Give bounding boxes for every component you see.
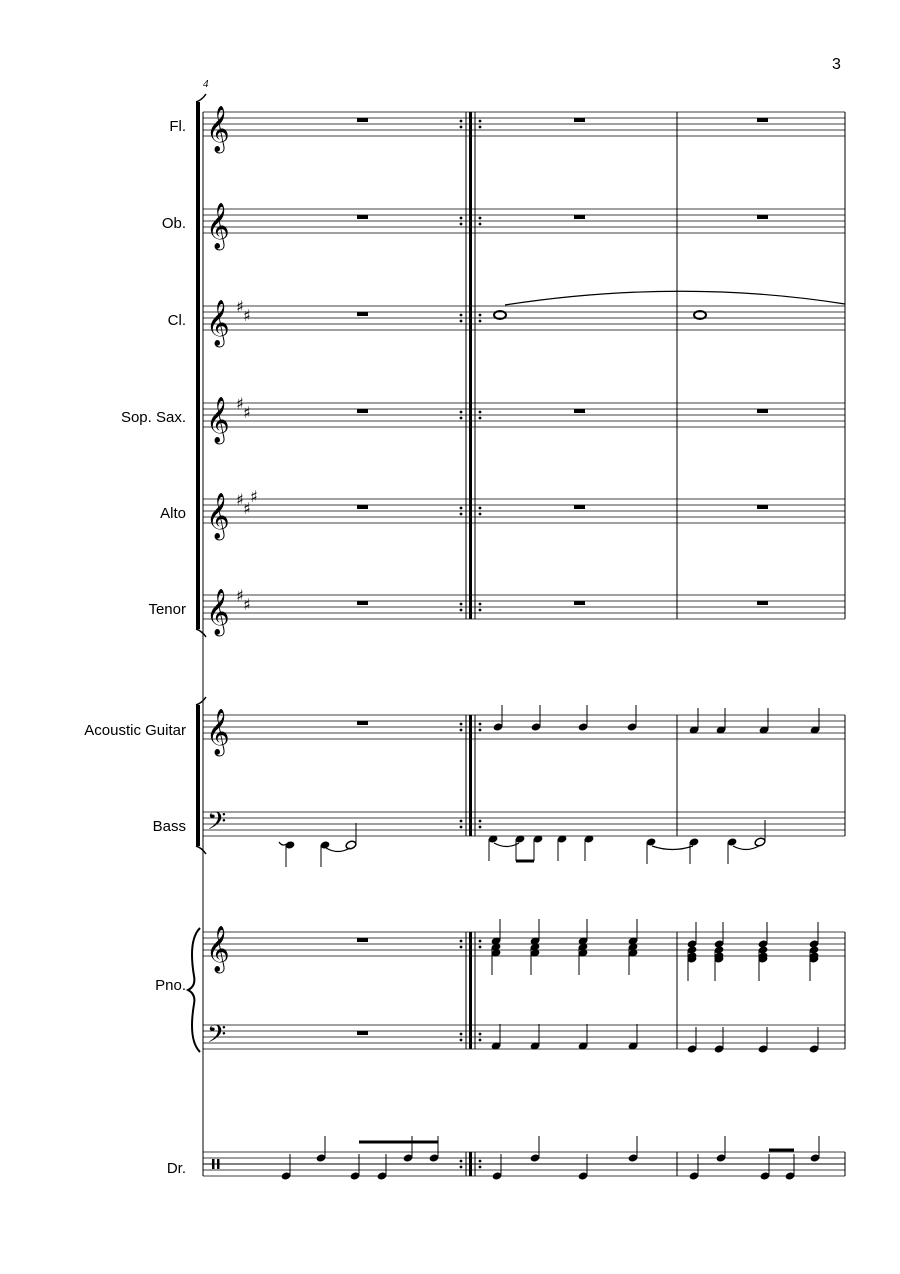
sharp-icon: ♯ [236, 586, 244, 605]
staff-lines [203, 112, 845, 1176]
repeat-dot [460, 946, 463, 949]
staff-label-tenor: Tenor [148, 601, 186, 618]
treble-clef-icon: 𝄞 [206, 397, 230, 443]
repeat-dot [479, 126, 482, 129]
repeat-dot [479, 826, 482, 829]
whole-rest [757, 118, 768, 122]
repeat-thick-bar [469, 932, 472, 1049]
whole-rest [357, 721, 368, 725]
system-bracket [196, 705, 200, 846]
measure-number: 4 [203, 78, 209, 90]
bracket-hook [196, 94, 206, 102]
whole-rest [357, 938, 368, 942]
repeat-dot [479, 411, 482, 414]
whole-rest [357, 1031, 368, 1035]
treble-clef-icon: 𝄞 [206, 203, 230, 249]
repeat-dot [460, 507, 463, 510]
clefs [206, 106, 258, 1169]
treble-clef-icon: 𝄞 [206, 926, 230, 972]
bracket-hook [196, 629, 206, 637]
repeat-dot [460, 411, 463, 414]
staff-label-drums: Dr. [166, 1160, 186, 1177]
repeat-dot [479, 723, 482, 726]
repeat-thick-bar [469, 715, 472, 836]
repeat-dot [479, 729, 482, 732]
sharp-icon: ♯ [236, 297, 244, 316]
treble-clef-icon: 𝄞 [206, 106, 230, 152]
repeat-dot [460, 820, 463, 823]
repeat-dot [479, 223, 482, 226]
whole-rest [574, 505, 585, 509]
treble-clef-icon: 𝄞 [206, 709, 230, 755]
repeat-dot [460, 1160, 463, 1163]
repeat-dot [479, 946, 482, 949]
repeat-dot [460, 940, 463, 943]
whole-rest [757, 215, 768, 219]
whole-rest [357, 215, 368, 219]
repeat-dot [460, 609, 463, 612]
whole-rest [574, 409, 585, 413]
whole-rest [357, 601, 368, 605]
treble-clef-icon: 𝄞 [206, 493, 230, 539]
whole-rest [757, 505, 768, 509]
tie [733, 846, 759, 850]
page-number: 3 [832, 56, 841, 73]
repeat-dot [479, 1160, 482, 1163]
tie [652, 846, 693, 850]
repeat-dot [460, 126, 463, 129]
sharp-icon: ♯ [236, 394, 244, 413]
sharp-icon: ♯ [243, 499, 251, 518]
percussion-clef-icon [212, 1159, 215, 1169]
staff-label-alto: Alto [160, 505, 186, 522]
repeat-dot [460, 723, 463, 726]
repeat-dot [460, 603, 463, 606]
repeat-dot [479, 417, 482, 420]
treble-clef-icon: 𝄞 [206, 300, 230, 346]
repeat-dot [460, 1033, 463, 1036]
barlines [203, 112, 845, 1176]
repeat-dot [460, 417, 463, 420]
whole-rest [757, 409, 768, 413]
whole-rest [357, 409, 368, 413]
repeat-dot [479, 940, 482, 943]
notes [279, 118, 845, 1181]
repeat-dot [479, 320, 482, 323]
repeat-dot [460, 513, 463, 516]
repeat-dot [479, 1033, 482, 1036]
staff-label-soprano-sax: Sop. Sax. [120, 409, 186, 426]
repeat-dot [479, 314, 482, 317]
whole-rest [574, 118, 585, 122]
staff-label-acoustic-guitar: Acoustic Guitar [84, 722, 186, 739]
staff-label-flute: Fl. [169, 118, 186, 135]
bracket-hook [196, 697, 206, 705]
repeat-dot [479, 603, 482, 606]
repeat-dot [479, 1039, 482, 1042]
sharp-icon: ♯ [243, 306, 251, 325]
repeat-dot [479, 120, 482, 123]
repeat-dot [479, 609, 482, 612]
staff-label-piano: Pno. [155, 977, 186, 994]
treble-clef-icon: 𝄞 [206, 589, 230, 635]
repeat-dot [460, 826, 463, 829]
repeat-dot [460, 120, 463, 123]
staff-label-bass: Bass [152, 818, 186, 835]
repeat-thick-bar [469, 112, 472, 619]
piano-brace [188, 928, 200, 1052]
slur [505, 291, 845, 305]
repeat-dot [479, 1166, 482, 1169]
repeat-dot [460, 1166, 463, 1169]
repeat-dot [460, 223, 463, 226]
repeat-dot [479, 217, 482, 220]
repeat-dot [460, 320, 463, 323]
bracket-hook [196, 846, 206, 854]
repeat-dot [460, 314, 463, 317]
tie [326, 848, 350, 852]
bass-clef-icon: 𝄢 [207, 807, 227, 842]
repeat-dot [460, 1039, 463, 1042]
repeat-dot [479, 513, 482, 516]
bass-clef-icon: 𝄢 [207, 1020, 227, 1055]
repeat-dot [479, 820, 482, 823]
staff-label-clarinet: Cl. [167, 312, 186, 329]
whole-rest [357, 505, 368, 509]
whole-rest [357, 312, 368, 316]
repeat-dot [460, 217, 463, 220]
whole-rest [757, 601, 768, 605]
percussion-clef-icon [217, 1159, 220, 1169]
whole-rest [574, 601, 585, 605]
tie [494, 843, 519, 847]
whole-rest [357, 118, 368, 122]
repeat-dot [460, 729, 463, 732]
sharp-icon: ♯ [243, 403, 251, 422]
staff-label-oboe: Ob. [161, 215, 186, 232]
whole-rest [574, 215, 585, 219]
system-bracket [196, 102, 200, 629]
repeat-thick-bar [469, 1152, 472, 1176]
half-note [754, 837, 766, 847]
repeat-dot [479, 507, 482, 510]
sharp-icon: ♯ [243, 595, 251, 614]
half-note [345, 840, 357, 850]
sharp-icon: ♯ [250, 487, 258, 506]
sharp-icon: ♯ [236, 490, 244, 509]
